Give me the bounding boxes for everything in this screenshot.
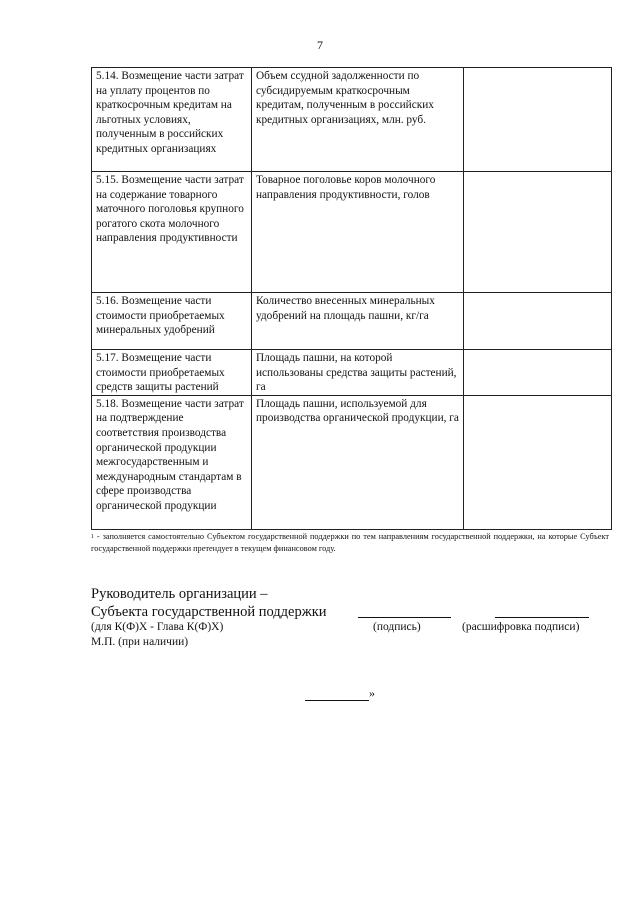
closing-quote: »: [369, 686, 375, 700]
indicator-cell: Площадь пашни, на которой использованы средства защиты растений, га: [252, 350, 464, 396]
indicator-cell: Количество внесенных минеральных удобрений на площадь пашни, кг/га: [252, 293, 464, 350]
signatory-title-line1: Руководитель организации –: [91, 586, 268, 602]
signature-line[interactable]: [358, 617, 451, 618]
support-measures-table: [91, 67, 612, 530]
value-cell[interactable]: [464, 293, 612, 350]
signature-decoding-line[interactable]: [495, 617, 589, 618]
decoding-caption: (расшифровка подписи): [462, 621, 580, 633]
indicator-cell: Объем ссудной задолженности по субсидируемым краткосрочным кредитам, полученным в российских кредитных организациях, млн. руб.: [252, 68, 464, 172]
indicator-cell: Товарное поголовье коров молочного направления продуктивности, голов: [252, 172, 464, 293]
value-cell[interactable]: [464, 395, 612, 529]
signatory-note: (для К(Ф)Х - Глава К(Ф)Х): [91, 621, 224, 633]
signatory-title-line2: Субъекта государственной поддержки: [91, 604, 327, 620]
value-cell[interactable]: [464, 68, 612, 172]
measure-cell: 5.16. Возмещение части стоимости приобретаемых минеральных удобрений: [92, 293, 252, 350]
closing-blank: [305, 688, 369, 701]
table-row: [92, 68, 612, 172]
measure-cell: 5.17. Возмещение части стоимости приобретаемых средств защиты растений: [92, 350, 252, 396]
signature-caption: (подпись): [373, 621, 421, 633]
table-row: [92, 350, 612, 396]
measure-cell: 5.14. Возмещение части затрат на уплату процентов по краткосрочным кредитам на льготных условиях, полученным в российских кредитных организациях: [92, 68, 252, 172]
footnote-marker: 1: [91, 534, 94, 540]
value-cell[interactable]: [464, 172, 612, 293]
measure-cell: 5.15. Возмещение части затрат на содержание товарного маточного поголовья крупного рогатого скота молочного направления продуктивности: [92, 172, 252, 293]
footnote: [91, 531, 609, 555]
footnote-text: - заполняется самостоятельно Субъектом государственной поддержки по тем направлениям государственной поддержки, на которые Субъект государственной поддержки претендует в текущем финансовом году.: [91, 532, 609, 553]
value-cell[interactable]: [464, 350, 612, 396]
indicator-cell: Площадь пашни, используемой для производства органической продукции, га: [252, 395, 464, 529]
table-row: [92, 395, 612, 529]
table-row: [92, 293, 612, 350]
page-number: 7: [317, 38, 323, 52]
table-row: [92, 172, 612, 293]
stamp-note: М.П. (при наличии): [91, 636, 189, 648]
measure-cell: 5.18. Возмещение части затрат на подтверждение соответствия производства органической продукции межгосударственным и международным стандартам в сфере производства органической продукции: [92, 395, 252, 529]
closing-mark: [305, 686, 375, 701]
